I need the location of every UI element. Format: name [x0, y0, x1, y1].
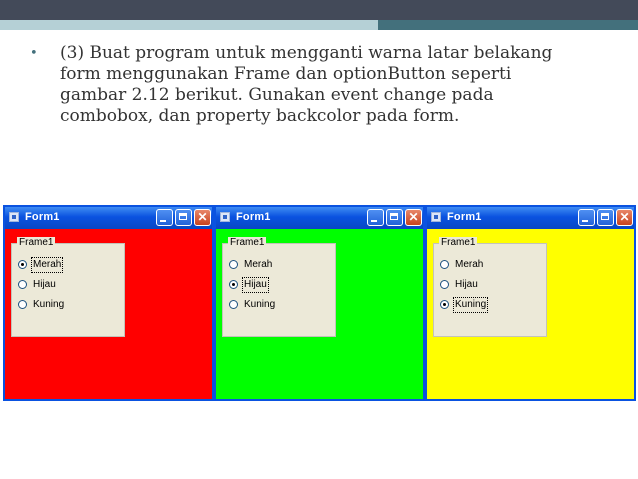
- minimize-button[interactable]: [578, 209, 595, 226]
- option-label: Merah: [455, 259, 484, 270]
- minimize-icon: [160, 220, 166, 222]
- maximize-icon: [179, 213, 187, 220]
- maximize-icon: [390, 213, 398, 220]
- close-icon: ✕: [197, 210, 208, 224]
- radio-selected-icon[interactable]: [440, 300, 449, 309]
- form-icon[interactable]: [431, 212, 441, 222]
- close-icon: ✕: [408, 210, 419, 224]
- radio-icon[interactable]: [18, 300, 27, 309]
- radio-icon[interactable]: [229, 260, 238, 269]
- form-client-area: [427, 229, 634, 399]
- maximize-button[interactable]: [386, 209, 403, 226]
- form-window-yellow: [425, 205, 636, 401]
- option-label: Hijau: [33, 279, 56, 290]
- close-icon: ✕: [619, 210, 630, 224]
- radio-icon[interactable]: [229, 300, 238, 309]
- radio-selected-icon[interactable]: [18, 260, 27, 269]
- slide-header-bar: [0, 0, 638, 20]
- window-title: Form1: [236, 211, 271, 223]
- option-label: Kuning: [244, 299, 276, 310]
- close-button[interactable]: [405, 209, 422, 226]
- minimize-button[interactable]: [156, 209, 173, 226]
- radio-icon[interactable]: [440, 260, 449, 269]
- maximize-icon: [601, 213, 609, 220]
- title-bar[interactable]: [5, 207, 212, 229]
- form-client-area: [216, 229, 423, 399]
- frame-group: [222, 237, 336, 337]
- window-title: Form1: [25, 211, 60, 223]
- maximize-button[interactable]: [175, 209, 192, 226]
- slide-accent-bar: [0, 20, 638, 30]
- bullet-line: combobox, dan property backcolor pada form.: [60, 106, 460, 126]
- form-icon[interactable]: [9, 212, 19, 222]
- bullet-line: gambar 2.12 berikut. Gunakan event change pada: [60, 85, 494, 105]
- option-label: Merah: [244, 259, 273, 270]
- frame-group: [11, 237, 125, 337]
- maximize-button[interactable]: [597, 209, 614, 226]
- option-label: Kuning: [33, 299, 65, 310]
- radio-icon[interactable]: [440, 280, 449, 289]
- option-label: Merah: [33, 259, 62, 270]
- window-title: Form1: [447, 211, 482, 223]
- bullet-dot-icon: •: [30, 46, 38, 61]
- close-button[interactable]: [194, 209, 211, 226]
- bullet-line: (3) Buat program untuk mengganti warna latar belakang: [60, 43, 553, 63]
- title-bar[interactable]: [216, 207, 423, 229]
- form-client-area: [5, 229, 212, 399]
- close-button[interactable]: [616, 209, 633, 226]
- accent-bar-light: [0, 20, 378, 30]
- minimize-button[interactable]: [367, 209, 384, 226]
- form-window-red: [3, 205, 214, 401]
- form-screenshots: [0, 205, 638, 401]
- form-window-green: [214, 205, 425, 401]
- frame-caption: Frame1: [19, 237, 54, 248]
- option-label: Hijau: [455, 279, 478, 290]
- title-bar[interactable]: [427, 207, 634, 229]
- radio-selected-icon[interactable]: [229, 280, 238, 289]
- frame-caption: Frame1: [441, 237, 476, 248]
- minimize-icon: [582, 220, 588, 222]
- instruction-bullet: [30, 43, 610, 127]
- minimize-icon: [371, 220, 377, 222]
- radio-icon[interactable]: [18, 280, 27, 289]
- frame-group: [433, 237, 547, 337]
- option-label: Hijau: [244, 279, 267, 290]
- bullet-line: form menggunakan Frame dan optionButton seperti: [60, 64, 512, 84]
- form-icon[interactable]: [220, 212, 230, 222]
- frame-caption: Frame1: [230, 237, 265, 248]
- option-label: Kuning: [455, 299, 487, 310]
